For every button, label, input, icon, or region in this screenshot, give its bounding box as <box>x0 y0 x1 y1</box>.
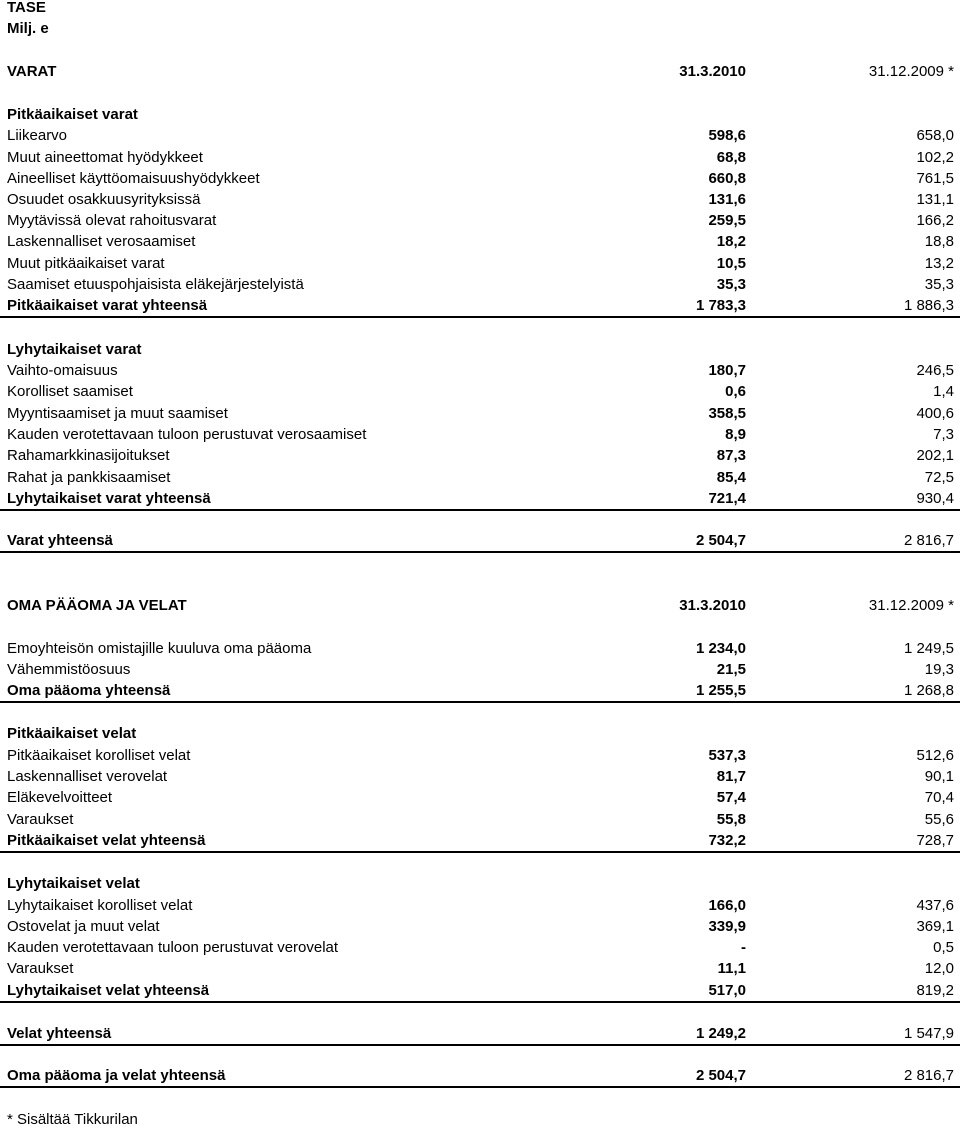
row-label: Aineelliset käyttöomaisuushyödykkeet <box>7 170 260 187</box>
table-row <box>0 126 960 146</box>
row-value-2009: 90,1 <box>924 768 954 785</box>
table-row <box>0 169 960 189</box>
row-value-2010: 358,5 <box>708 405 746 422</box>
row-value-2010: 68,8 <box>716 149 746 166</box>
liabilities-total-value-2010: 1 249,2 <box>695 1025 746 1042</box>
table-row <box>0 148 960 168</box>
subtotal-value-2009: 1 268,8 <box>903 682 954 699</box>
row-label: Kauden verotettavaan tuloon perustuvat verovelat <box>7 939 339 956</box>
table-row <box>0 275 960 295</box>
row-label: Vaihto-omaisuus <box>7 362 118 379</box>
row-label: Myyntisaamiset ja muut saamiset <box>7 405 228 422</box>
table-row <box>0 361 960 381</box>
row-value-2010: 55,8 <box>716 811 746 828</box>
section-title: Lyhytaikaiset velat <box>7 875 140 892</box>
row-value-2010: - <box>741 939 746 956</box>
table-row <box>0 639 960 659</box>
row-value-2010: 259,5 <box>708 212 746 229</box>
grand-total-value-2009: 2 816,7 <box>903 532 954 549</box>
row-value-2009: 12,0 <box>924 960 954 977</box>
row-value-2010: 87,3 <box>716 447 746 464</box>
table-row <box>0 382 960 402</box>
row-value-2009: 658,0 <box>916 127 954 144</box>
subtotal-value-2010: 517,0 <box>708 982 746 999</box>
row-value-2010: 537,3 <box>708 747 746 764</box>
subtotal-row <box>0 681 960 703</box>
row-value-2010: 11,1 <box>717 960 746 977</box>
row-value-2009: 512,6 <box>916 747 954 764</box>
row-label: Emoyhteisön omistajille kuuluva oma pääoma <box>7 640 312 657</box>
section-title: Pitkäaikaiset velat <box>7 725 137 742</box>
liabilities-total-row <box>0 1024 960 1046</box>
row-value-2010: 180,7 <box>708 362 746 379</box>
grand-total-row <box>0 1066 960 1088</box>
row-label: Myytävissä olevat rahoitusvarat <box>7 212 217 229</box>
table-row <box>0 917 960 937</box>
row-value-2009: 1 249,5 <box>903 640 954 657</box>
subtotal-value-2009: 1 886,3 <box>903 297 954 314</box>
footnote: * Sisältää Tikkurilan <box>7 1111 138 1128</box>
row-value-2010: 85,4 <box>716 469 746 486</box>
row-value-2009: 35,3 <box>924 276 954 293</box>
row-label: Osuudet osakkuusyrityksissä <box>7 191 201 208</box>
subtotal-value-2009: 728,7 <box>916 832 954 849</box>
table-row <box>0 446 960 466</box>
row-value-2010: 0,6 <box>725 383 746 400</box>
subtotal-label: Lyhytaikaiset velat yhteensä <box>7 982 210 999</box>
row-label: Varaukset <box>7 960 74 977</box>
table-row <box>0 788 960 808</box>
row-label: Laskennalliset verovelat <box>7 768 168 785</box>
subtotal-label: Pitkäaikaiset varat yhteensä <box>7 297 208 314</box>
row-value-2009: 13,2 <box>924 255 954 272</box>
row-label: Vähemmistöosuus <box>7 661 131 678</box>
subtotal-value-2009: 930,4 <box>916 490 954 507</box>
grand-total-label: Varat yhteensä <box>7 532 113 549</box>
row-label: Ostovelat ja muut velat <box>7 918 160 935</box>
row-value-2009: 369,1 <box>916 918 954 935</box>
row-value-2009: 246,5 <box>916 362 954 379</box>
grand-total-label: Oma pääoma ja velat yhteensä <box>7 1067 226 1084</box>
row-value-2010: 166,0 <box>708 897 746 914</box>
row-value-2009: 202,1 <box>916 447 954 464</box>
grand-total-value-2010: 2 504,7 <box>695 532 746 549</box>
row-label: Laskennalliset verosaamiset <box>7 233 196 250</box>
row-value-2009: 55,6 <box>924 811 954 828</box>
table-row <box>0 896 960 916</box>
row-value-2009: 166,2 <box>916 212 954 229</box>
row-value-2010: 131,6 <box>708 191 746 208</box>
grand-total-value-2009: 2 816,7 <box>903 1067 954 1084</box>
table-row <box>0 404 960 424</box>
assets-col1-header: 31.3.2010 <box>679 63 746 80</box>
report-title: TASE <box>7 0 46 16</box>
row-label: Pitkäaikaiset korolliset velat <box>7 747 191 764</box>
grand-total-row <box>0 531 960 553</box>
report-title-row <box>0 0 960 18</box>
liabilities-header-row <box>0 596 960 616</box>
row-value-2010: 1 234,0 <box>695 640 746 657</box>
row-value-2009: 102,2 <box>916 149 954 166</box>
subtotal-value-2010: 732,2 <box>708 832 746 849</box>
row-label: Muut aineettomat hyödykkeet <box>7 149 203 166</box>
row-value-2010: 598,6 <box>708 127 746 144</box>
row-value-2009: 18,8 <box>924 233 954 250</box>
subtotal-label: Pitkäaikaiset velat yhteensä <box>7 832 206 849</box>
unit-row <box>0 19 960 39</box>
table-row <box>0 425 960 445</box>
row-value-2010: 8,9 <box>725 426 746 443</box>
table-row <box>0 232 960 252</box>
section-title-row <box>0 340 960 360</box>
row-label: Kauden verotettavaan tuloon perustuvat verosaamiset <box>7 426 367 443</box>
unit-label: Milj. e <box>7 20 49 37</box>
row-value-2009: 19,3 <box>924 661 954 678</box>
assets-heading: VARAT <box>7 63 57 80</box>
row-value-2009: 7,3 <box>933 426 954 443</box>
row-label: Liikearvo <box>7 127 68 144</box>
row-label: Saamiset etuuspohjaisista eläkejärjestelyistä <box>7 276 304 293</box>
subtotal-row <box>0 489 960 511</box>
footnote-row <box>0 1110 960 1130</box>
liabilities-total-value-2009: 1 547,9 <box>903 1025 954 1042</box>
subtotal-row <box>0 831 960 853</box>
table-row <box>0 959 960 979</box>
table-row <box>0 190 960 210</box>
row-value-2009: 72,5 <box>924 469 954 486</box>
row-value-2010: 660,8 <box>708 170 746 187</box>
row-value-2010: 81,7 <box>716 768 746 785</box>
table-row <box>0 746 960 766</box>
row-value-2009: 437,6 <box>916 897 954 914</box>
subtotal-label: Lyhytaikaiset varat yhteensä <box>7 490 211 507</box>
liabilities-total-label: Velat yhteensä <box>7 1025 112 1042</box>
subtotal-value-2009: 819,2 <box>916 982 954 999</box>
row-value-2009: 131,1 <box>916 191 954 208</box>
subtotal-label: Oma pääoma yhteensä <box>7 682 171 699</box>
table-row <box>0 468 960 488</box>
row-value-2009: 761,5 <box>916 170 954 187</box>
subtotal-value-2010: 1 783,3 <box>695 297 746 314</box>
row-label: Eläkevelvoitteet <box>7 789 113 806</box>
table-row <box>0 254 960 274</box>
row-value-2010: 21,5 <box>716 661 746 678</box>
row-value-2009: 1,4 <box>933 383 954 400</box>
table-row <box>0 767 960 787</box>
row-value-2009: 70,4 <box>924 789 954 806</box>
liabilities-col2-header: 31.12.2009 * <box>868 597 954 614</box>
section-title: Lyhytaikaiset varat <box>7 341 142 358</box>
section-title-row <box>0 105 960 125</box>
subtotal-row <box>0 296 960 318</box>
section-title: Pitkäaikaiset varat <box>7 106 138 123</box>
row-value-2010: 339,9 <box>708 918 746 935</box>
table-row <box>0 938 960 958</box>
grand-total-value-2010: 2 504,7 <box>695 1067 746 1084</box>
section-title-row <box>0 724 960 744</box>
row-value-2010: 35,3 <box>716 276 746 293</box>
row-value-2010: 10,5 <box>716 255 746 272</box>
row-label: Rahat ja pankkisaamiset <box>7 469 171 486</box>
row-value-2009: 400,6 <box>916 405 954 422</box>
table-row <box>0 810 960 830</box>
row-label: Korolliset saamiset <box>7 383 133 400</box>
table-row <box>0 211 960 231</box>
row-label: Rahamarkkinasijoitukset <box>7 447 170 464</box>
assets-col2-header: 31.12.2009 * <box>868 63 954 80</box>
liabilities-heading: OMA PÄÄOMA JA VELAT <box>7 597 187 614</box>
subtotal-row <box>0 981 960 1003</box>
subtotal-value-2010: 1 255,5 <box>695 682 746 699</box>
row-label: Varaukset <box>7 811 74 828</box>
liabilities-col1-header: 31.3.2010 <box>679 597 746 614</box>
table-row <box>0 660 960 680</box>
subtotal-value-2010: 721,4 <box>708 490 746 507</box>
row-label: Muut pitkäaikaiset varat <box>7 255 165 272</box>
row-value-2009: 0,5 <box>933 939 954 956</box>
row-label: Lyhytaikaiset korolliset velat <box>7 897 193 914</box>
section-title-row <box>0 874 960 894</box>
row-value-2010: 57,4 <box>716 789 746 806</box>
assets-header-row <box>0 62 960 82</box>
row-value-2010: 18,2 <box>716 233 746 250</box>
